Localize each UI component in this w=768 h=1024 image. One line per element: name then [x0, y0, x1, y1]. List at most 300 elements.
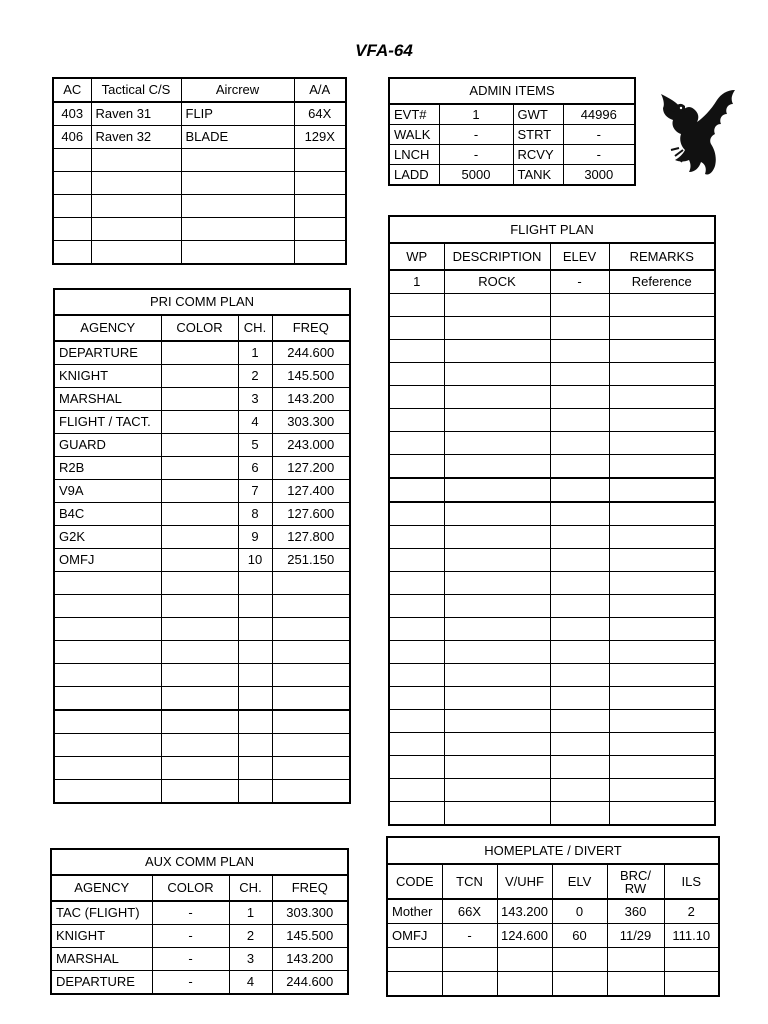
table-row: [53, 102, 346, 126]
table-cell: -: [563, 125, 635, 145]
table-cell: [272, 780, 350, 804]
table-cell: 5000: [439, 165, 513, 186]
table-cell: [550, 710, 609, 733]
table-cell: R2B: [54, 457, 161, 480]
table-cell: 8: [238, 503, 272, 526]
table-cell: 143.200: [272, 948, 348, 971]
table-cell: [238, 734, 272, 757]
table-cell: 1: [229, 901, 272, 925]
table-cell: [53, 241, 91, 265]
table-cell: [238, 710, 272, 734]
table-cell: [389, 595, 444, 618]
table-cell: [161, 572, 238, 595]
table-row: [387, 899, 719, 924]
column-header: ELV: [552, 864, 607, 899]
table-row: [389, 386, 715, 409]
table-header-row: [389, 243, 715, 270]
table-cell: STRT: [513, 125, 563, 145]
table-cell: 4: [238, 411, 272, 434]
table-row: [387, 972, 719, 997]
table-cell: 303.300: [272, 901, 348, 925]
table-cell: [550, 526, 609, 549]
table-cell: RCVY: [513, 145, 563, 165]
table-cell: [91, 195, 181, 218]
pri-comm-plan-table-body: [54, 289, 350, 803]
table-cell: 5: [238, 434, 272, 457]
table-cell: [53, 195, 91, 218]
table-cell: [161, 757, 238, 780]
column-header: V/UHF: [497, 864, 552, 899]
table-cell: ROCK: [444, 270, 550, 294]
table-cell: [161, 595, 238, 618]
homeplate-divert-table: [386, 836, 720, 997]
table-row: [54, 687, 350, 711]
table-cell: [609, 641, 715, 664]
column-header: ELEV: [550, 243, 609, 270]
table-cell: [444, 409, 550, 432]
table-row: [54, 503, 350, 526]
aux-comm-plan-table: [50, 848, 349, 995]
table-cell: FLIP: [181, 102, 294, 126]
table-header-row: [53, 78, 346, 102]
table-title: AUX COMM PLAN: [51, 849, 348, 875]
table-row: [389, 125, 635, 145]
table-cell: LADD: [389, 165, 439, 186]
table-cell: [444, 340, 550, 363]
table-row: [389, 641, 715, 664]
table-cell: 127.200: [272, 457, 350, 480]
table-cell: [552, 948, 607, 972]
table-cell: GUARD: [54, 434, 161, 457]
table-cell: [272, 734, 350, 757]
column-header: FREQ: [272, 875, 348, 901]
table-cell: [161, 734, 238, 757]
table-cell: [272, 618, 350, 641]
table-header-row: [51, 875, 348, 901]
table-cell: TANK: [513, 165, 563, 186]
table-row: [389, 526, 715, 549]
column-header: WP: [389, 243, 444, 270]
table-cell: [389, 710, 444, 733]
table-cell: [444, 687, 550, 710]
table-cell: -: [152, 925, 229, 948]
table-cell: OMFJ: [387, 924, 442, 948]
table-cell: Reference: [609, 270, 715, 294]
table-cell: [444, 595, 550, 618]
table-cell: [161, 526, 238, 549]
table-cell: [161, 687, 238, 711]
table-row: [389, 478, 715, 502]
table-cell: [550, 502, 609, 526]
table-cell: [161, 341, 238, 365]
table-cell: [550, 340, 609, 363]
table-cell: [91, 172, 181, 195]
column-header: ILS: [664, 864, 719, 899]
aux-comm-plan-table-body: [51, 849, 348, 994]
table-cell: [550, 756, 609, 779]
table-cell: [389, 432, 444, 455]
table-row: [389, 779, 715, 802]
table-cell: [54, 780, 161, 804]
table-row: [54, 365, 350, 388]
column-header: TCN: [442, 864, 497, 899]
table-row: [54, 710, 350, 734]
table-cell: [609, 317, 715, 340]
table-cell: [294, 149, 346, 172]
table-cell: [607, 948, 664, 972]
table-cell: [272, 595, 350, 618]
column-header: BRC/ RW: [607, 864, 664, 899]
table-cell: EVT#: [389, 104, 439, 125]
table-row: [54, 757, 350, 780]
table-cell: [550, 455, 609, 479]
table-title-row: [389, 78, 635, 104]
table-cell: [444, 664, 550, 687]
table-cell: [161, 388, 238, 411]
table-cell: [550, 687, 609, 710]
table-cell: [91, 149, 181, 172]
table-cell: -: [439, 125, 513, 145]
table-cell: FLIGHT / TACT.: [54, 411, 161, 434]
table-row: [389, 270, 715, 294]
table-cell: [444, 618, 550, 641]
table-cell: [272, 572, 350, 595]
table-cell: GWT: [513, 104, 563, 125]
table-row: [54, 664, 350, 687]
table-row: [389, 317, 715, 340]
table-cell: [238, 572, 272, 595]
table-cell: [444, 549, 550, 572]
table-row: [389, 363, 715, 386]
column-header: AGENCY: [54, 315, 161, 341]
table-cell: [444, 802, 550, 826]
table-cell: [294, 172, 346, 195]
table-cell: [550, 432, 609, 455]
table-cell: [389, 502, 444, 526]
table-cell: [389, 317, 444, 340]
table-cell: [609, 409, 715, 432]
admin-items-table: [388, 77, 636, 186]
table-cell: [609, 802, 715, 826]
table-cell: [161, 780, 238, 804]
table-cell: [389, 618, 444, 641]
table-cell: [550, 664, 609, 687]
table-cell: WALK: [389, 125, 439, 145]
table-cell: [161, 641, 238, 664]
table-cell: G2K: [54, 526, 161, 549]
table-cell: [389, 733, 444, 756]
table-row: [389, 618, 715, 641]
table-row: [54, 341, 350, 365]
table-cell: [272, 710, 350, 734]
table-row: [389, 710, 715, 733]
table-cell: LNCH: [389, 145, 439, 165]
table-row: [54, 618, 350, 641]
table-row: [389, 756, 715, 779]
table-cell: KNIGHT: [51, 925, 152, 948]
table-row: [389, 432, 715, 455]
table-cell: 3: [229, 948, 272, 971]
table-cell: KNIGHT: [54, 365, 161, 388]
table-cell: [389, 409, 444, 432]
table-cell: V9A: [54, 480, 161, 503]
table-cell: [550, 572, 609, 595]
homeplate-divert-table-body: [387, 837, 719, 996]
table-title: HOMEPLATE / DIVERT: [387, 837, 719, 864]
table-row: [389, 572, 715, 595]
table-cell: [389, 641, 444, 664]
table-cell: [389, 455, 444, 479]
table-cell: [609, 572, 715, 595]
table-cell: [161, 618, 238, 641]
table-row: [53, 241, 346, 265]
column-header: Tactical C/S: [91, 78, 181, 102]
table-cell: [550, 549, 609, 572]
table-row: [389, 733, 715, 756]
table-cell: [389, 572, 444, 595]
table-cell: 145.500: [272, 365, 350, 388]
table-cell: [181, 195, 294, 218]
table-cell: [442, 948, 497, 972]
table-row: [51, 971, 348, 995]
table-cell: 111.10: [664, 924, 719, 948]
table-title: PRI COMM PLAN: [54, 289, 350, 315]
table-cell: [609, 526, 715, 549]
table-cell: [609, 455, 715, 479]
table-row: [51, 948, 348, 971]
table-row: [387, 924, 719, 948]
admin-items-table-body: [389, 78, 635, 185]
table-cell: [444, 502, 550, 526]
table-row: [51, 925, 348, 948]
table-cell: [444, 756, 550, 779]
table-cell: [442, 972, 497, 997]
table-cell: DEPARTURE: [51, 971, 152, 995]
table-cell: [161, 365, 238, 388]
aircrew-table: [52, 77, 347, 265]
table-cell: [444, 363, 550, 386]
table-cell: -: [550, 270, 609, 294]
table-cell: B4C: [54, 503, 161, 526]
table-row: [54, 734, 350, 757]
flight-plan-table-body: [389, 216, 715, 825]
table-row: [389, 802, 715, 826]
table-cell: [238, 595, 272, 618]
table-cell: [272, 687, 350, 711]
table-cell: [609, 386, 715, 409]
table-cell: 64X: [294, 102, 346, 126]
pri-comm-plan-table: [53, 288, 351, 804]
table-cell: [389, 549, 444, 572]
table-row: [53, 172, 346, 195]
table-cell: Raven 31: [91, 102, 181, 126]
table-cell: [181, 149, 294, 172]
table-cell: 4: [229, 971, 272, 995]
table-title-row: [389, 216, 715, 243]
table-row: [54, 526, 350, 549]
column-header: CH.: [238, 315, 272, 341]
table-cell: [444, 478, 550, 502]
table-cell: [550, 363, 609, 386]
table-cell: [389, 664, 444, 687]
table-cell: [161, 710, 238, 734]
table-cell: 251.150: [272, 549, 350, 572]
table-row: [53, 218, 346, 241]
table-cell: [161, 411, 238, 434]
table-cell: [389, 802, 444, 826]
table-row: [54, 572, 350, 595]
table-row: [54, 595, 350, 618]
table-title-row: [54, 289, 350, 315]
table-cell: 9: [238, 526, 272, 549]
table-cell: [444, 641, 550, 664]
table-cell: [550, 779, 609, 802]
table-title: ADMIN ITEMS: [389, 78, 635, 104]
table-cell: [54, 710, 161, 734]
table-cell: [550, 386, 609, 409]
table-cell: BLADE: [181, 126, 294, 149]
table-cell: [550, 733, 609, 756]
table-cell: 143.200: [497, 899, 552, 924]
table-cell: [294, 218, 346, 241]
table-cell: 244.600: [272, 971, 348, 995]
table-row: [54, 457, 350, 480]
table-row: [54, 434, 350, 457]
table-cell: [550, 294, 609, 317]
column-header: FREQ: [272, 315, 350, 341]
flight-plan-table: [388, 215, 716, 826]
table-row: [54, 780, 350, 804]
table-cell: [444, 294, 550, 317]
table-cell: 403: [53, 102, 91, 126]
table-title-row: [51, 849, 348, 875]
table-cell: [53, 218, 91, 241]
table-cell: [238, 641, 272, 664]
table-cell: [54, 687, 161, 711]
table-cell: MARSHAL: [54, 388, 161, 411]
table-cell: [550, 478, 609, 502]
aircrew-table-body: [53, 78, 346, 264]
table-cell: 360: [607, 899, 664, 924]
table-cell: [389, 294, 444, 317]
table-row: [389, 502, 715, 526]
table-cell: [609, 664, 715, 687]
table-cell: [550, 595, 609, 618]
table-cell: 143.200: [272, 388, 350, 411]
table-cell: [161, 480, 238, 503]
table-cell: [161, 434, 238, 457]
column-header: COLOR: [152, 875, 229, 901]
table-cell: 0: [552, 899, 607, 924]
table-row: [54, 411, 350, 434]
table-cell: 127.400: [272, 480, 350, 503]
table-cell: [444, 317, 550, 340]
table-row: [54, 641, 350, 664]
table-cell: [609, 618, 715, 641]
table-title-row: [387, 837, 719, 864]
table-cell: 3000: [563, 165, 635, 186]
table-cell: 7: [238, 480, 272, 503]
table-row: [389, 687, 715, 710]
table-cell: MARSHAL: [51, 948, 152, 971]
table-cell: [609, 687, 715, 710]
table-cell: [609, 340, 715, 363]
table-cell: [444, 432, 550, 455]
table-cell: [609, 756, 715, 779]
table-cell: [238, 618, 272, 641]
table-cell: 244.600: [272, 341, 350, 365]
table-cell: [389, 526, 444, 549]
table-cell: [609, 733, 715, 756]
table-cell: [91, 218, 181, 241]
table-cell: -: [152, 901, 229, 925]
table-cell: [550, 802, 609, 826]
table-row: [54, 388, 350, 411]
table-cell: 127.800: [272, 526, 350, 549]
table-cell: 243.000: [272, 434, 350, 457]
table-cell: [181, 218, 294, 241]
table-cell: -: [152, 948, 229, 971]
table-cell: [609, 549, 715, 572]
column-header: CH.: [229, 875, 272, 901]
table-cell: [272, 664, 350, 687]
table-cell: [53, 172, 91, 195]
table-cell: [272, 757, 350, 780]
table-cell: [444, 779, 550, 802]
table-cell: [387, 972, 442, 997]
table-cell: 60: [552, 924, 607, 948]
table-cell: DEPARTURE: [54, 341, 161, 365]
table-cell: [161, 664, 238, 687]
table-cell: [389, 779, 444, 802]
table-cell: [609, 432, 715, 455]
table-cell: -: [152, 971, 229, 995]
table-cell: [389, 340, 444, 363]
page-title: VFA-64: [355, 41, 413, 60]
table-cell: [54, 595, 161, 618]
table-header-row: [54, 315, 350, 341]
table-cell: [387, 948, 442, 972]
table-cell: [550, 317, 609, 340]
table-row: [53, 149, 346, 172]
table-row: [389, 595, 715, 618]
table-cell: 11/29: [607, 924, 664, 948]
table-cell: 2: [229, 925, 272, 948]
table-row: [389, 165, 635, 186]
table-cell: [389, 386, 444, 409]
table-cell: 44996: [563, 104, 635, 125]
table-cell: [238, 687, 272, 711]
table-cell: [444, 386, 550, 409]
table-row: [387, 948, 719, 972]
table-row: [54, 549, 350, 572]
table-cell: -: [442, 924, 497, 948]
table-cell: 6: [238, 457, 272, 480]
table-cell: 129X: [294, 126, 346, 149]
table-cell: [609, 779, 715, 802]
table-cell: [609, 502, 715, 526]
raven-emblem-icon: [655, 88, 739, 178]
table-cell: [550, 618, 609, 641]
table-cell: [497, 948, 552, 972]
table-cell: 124.600: [497, 924, 552, 948]
table-cell: [54, 734, 161, 757]
table-row: [53, 126, 346, 149]
table-cell: [609, 595, 715, 618]
table-cell: OMFJ: [54, 549, 161, 572]
column-header: Aircrew: [181, 78, 294, 102]
table-cell: TAC (FLIGHT): [51, 901, 152, 925]
